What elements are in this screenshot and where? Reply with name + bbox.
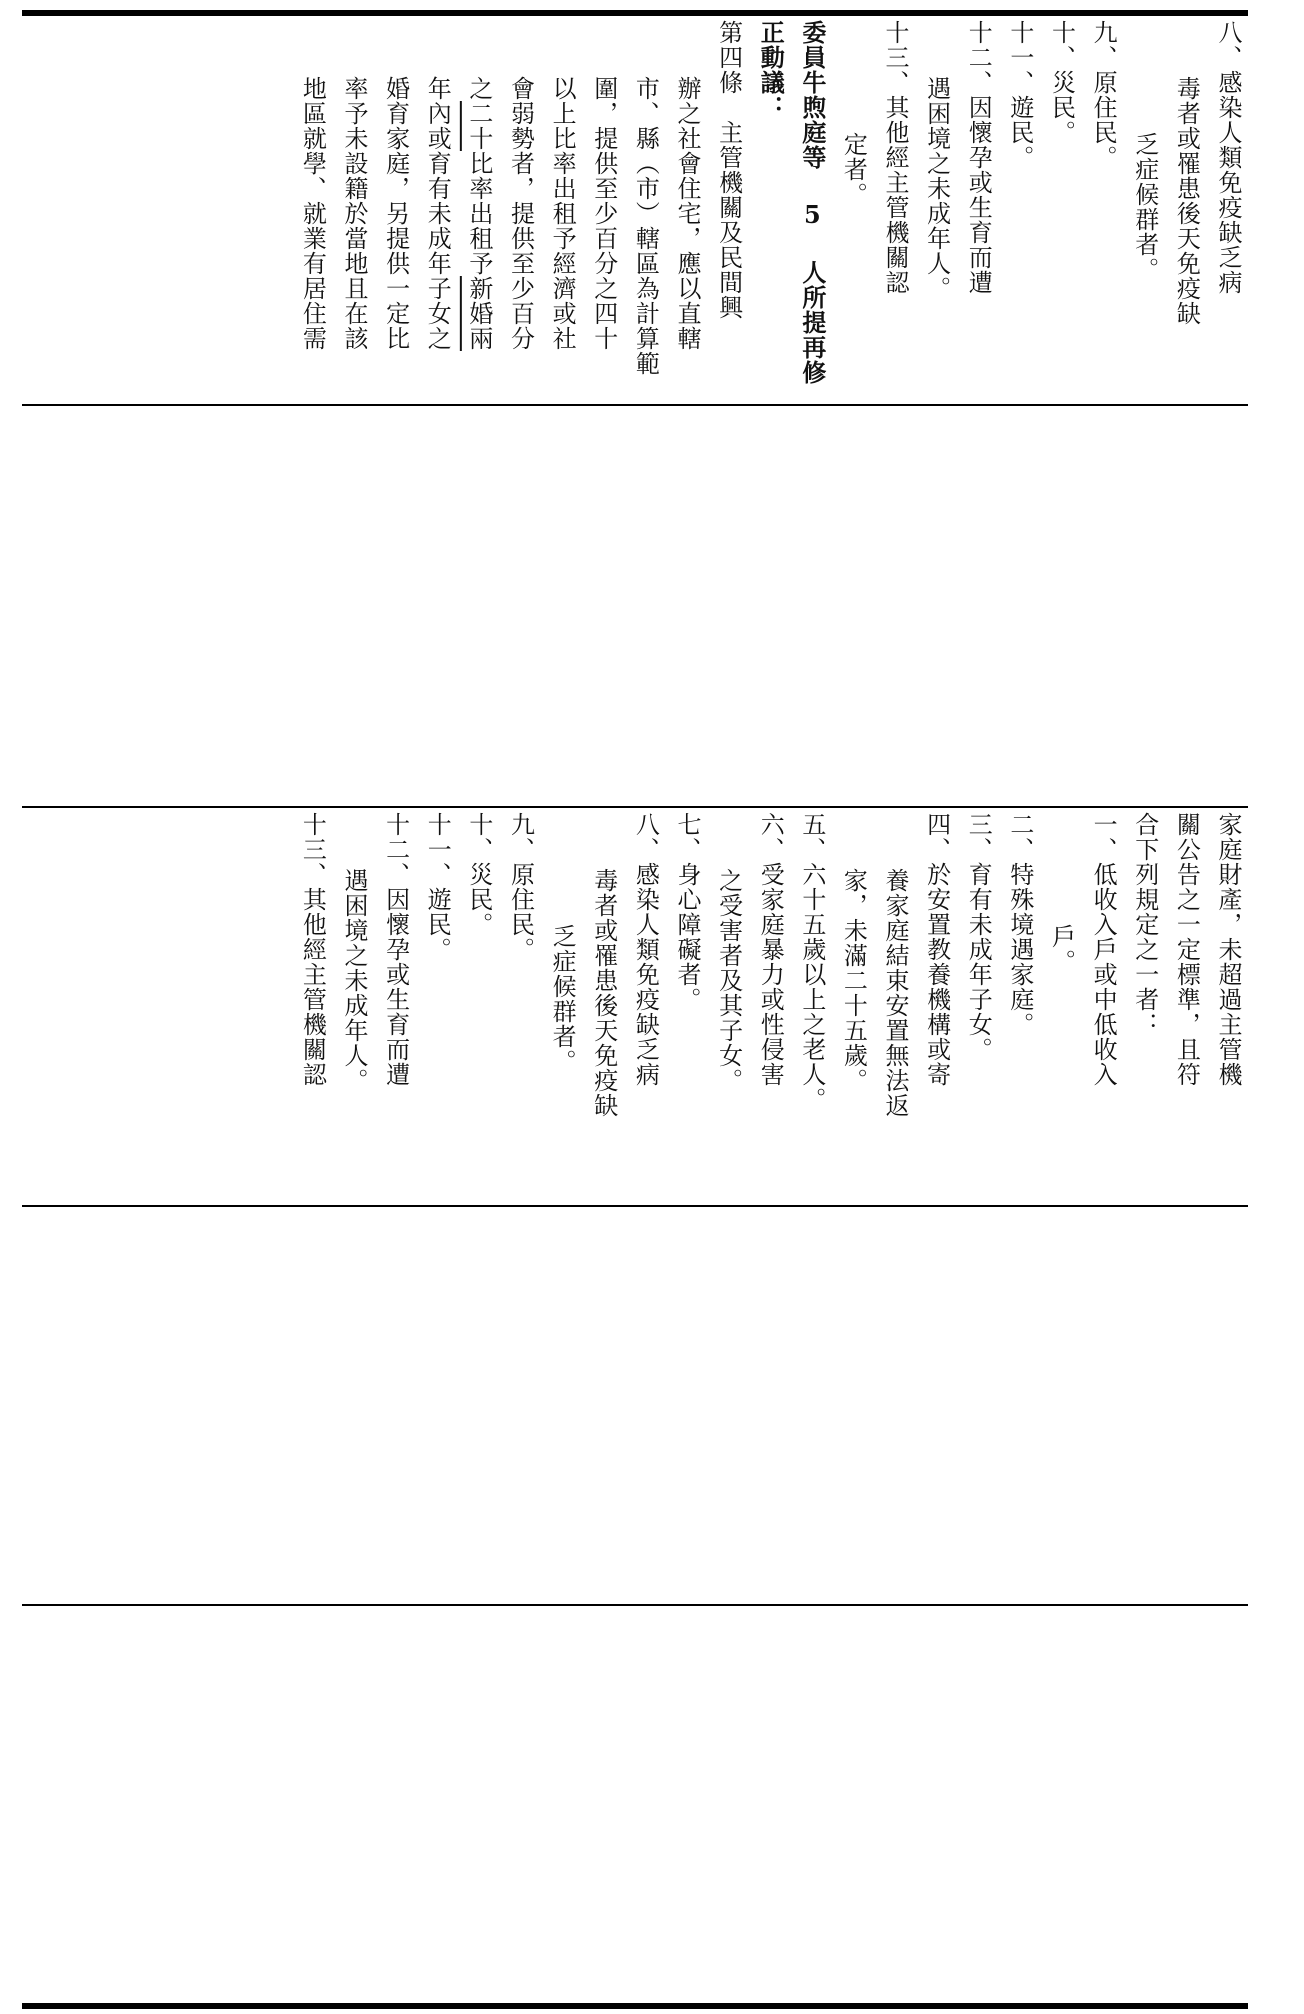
- text-line: 十三、其他經主管機關認: [881, 20, 910, 295]
- text-line: 辦之社會住宅，應以直轄: [672, 76, 701, 351]
- top-rule: [22, 10, 1248, 16]
- rule-2: [22, 806, 1248, 808]
- text-line: 委員牛煦庭等 5 人所提再修: [797, 20, 827, 385]
- text-line: 遇困境之未成年人。: [922, 76, 951, 301]
- text-line: 會弱勢者，提供至少百分: [506, 76, 535, 351]
- text-line: 十、災民。: [464, 812, 493, 937]
- text-line: 之受害者及其子女。: [714, 868, 743, 1093]
- section-top-text: [48, 20, 1248, 405]
- text-line: 遇困境之未成年人。: [339, 868, 368, 1093]
- text-line: 十二、因懷孕或生育而遭: [381, 812, 410, 1087]
- text-line: 婚育家庭，另提供一定比: [381, 76, 410, 351]
- text-line: 市、縣（市）轄區為計算範: [631, 76, 660, 376]
- text-line: 地區就學、就業有居住需: [298, 76, 327, 351]
- text-line: 乏症候群者。: [548, 924, 577, 1074]
- text-line: 二、特殊境遇家庭。: [1005, 812, 1034, 1037]
- text-line: 率予未設籍於當地且在該: [339, 76, 368, 351]
- text-line: 正動議：: [756, 20, 786, 120]
- rule-1: [22, 404, 1248, 406]
- text-line: 第四條 主管機關及民間興: [714, 20, 743, 320]
- bottom-rule: [22, 2003, 1248, 2009]
- text-line: 關公告之一定標準，且符: [1172, 812, 1201, 1087]
- text-line: 十、災民。: [1047, 20, 1076, 145]
- text-line: 之二十比率出租予新婚兩: [464, 76, 493, 351]
- text-line: 毒者或罹患後天免疫缺: [1172, 76, 1201, 326]
- text-line: 八、感染人類免疫缺乏病: [631, 812, 660, 1087]
- text-line: 九、原住民。: [506, 812, 535, 962]
- text-line: 十二、因懷孕或生育而遭: [964, 20, 993, 295]
- text-line: 六、受家庭暴力或性侵害: [756, 812, 785, 1087]
- text-line: 年內或育有未成年子女之: [423, 76, 452, 351]
- text-line: 十三、其他經主管機關認: [298, 812, 327, 1087]
- text-line: 家，未滿二十五歲。: [839, 868, 868, 1093]
- text-line: 戶。: [1047, 924, 1076, 974]
- text-line: 十一、遊民。: [1005, 20, 1034, 170]
- text-line: 一、低收入戶或中低收入: [1089, 812, 1118, 1087]
- text-line: 乏症候群者。: [1130, 132, 1159, 282]
- text-line: 七、身心障礙者。: [672, 812, 701, 1012]
- text-line: 養家庭結束安置無法返: [881, 868, 910, 1118]
- text-line: 五、六十五歲以上之老人。: [797, 812, 826, 1112]
- rule-3: [22, 1205, 1248, 1207]
- rule-4: [22, 1604, 1248, 1606]
- text-line: 定者。: [839, 132, 868, 207]
- text-line: 四、於安置教養機構或寄: [922, 812, 951, 1087]
- text-line: 合下列規定之一者：: [1130, 812, 1159, 1037]
- text-line: 毒者或罹患後天免疫缺: [589, 868, 618, 1118]
- text-line: 九、原住民。: [1089, 20, 1118, 170]
- text-line: 以上比率出租予經濟或社: [548, 76, 577, 351]
- text-line: 家庭財產，未超過主管機: [1214, 812, 1242, 1087]
- text-line: 八、感染人類免疫缺乏病: [1214, 20, 1242, 295]
- text-line: 十一、遊民。: [423, 812, 452, 962]
- text-line: 圍，提供至少百分之四十: [589, 76, 618, 351]
- text-line: 三、育有未成年子女。: [964, 812, 993, 1062]
- section-middle-text: [48, 812, 1248, 1200]
